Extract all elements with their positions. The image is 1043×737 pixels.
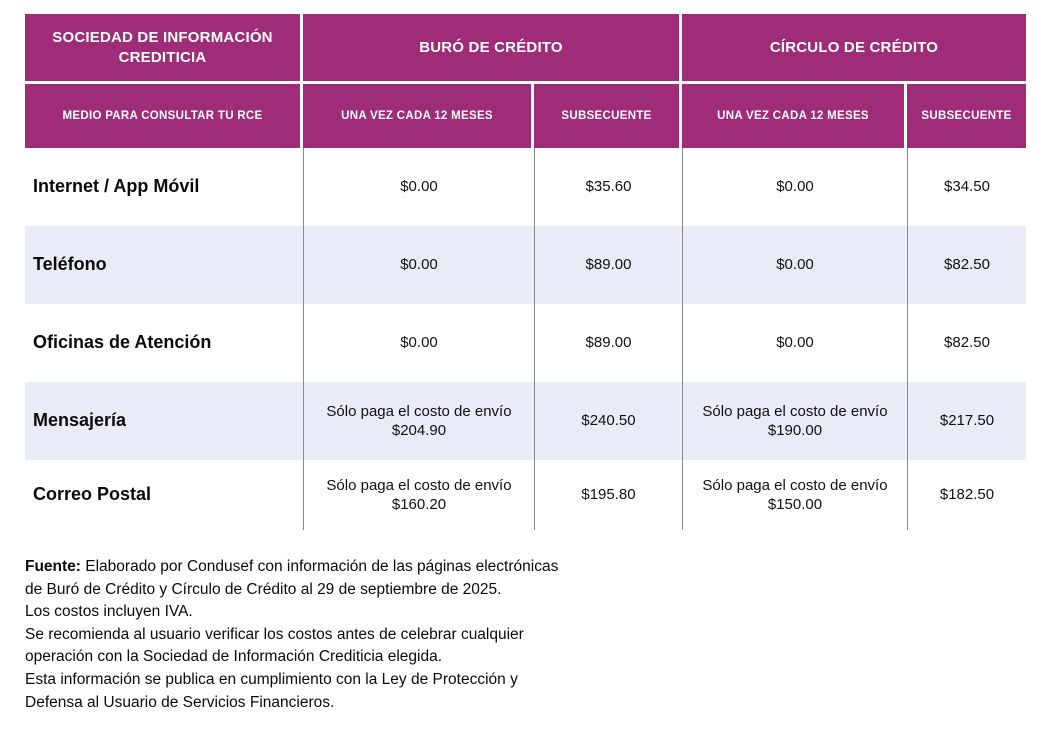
header-buro-de-credito: BURÓ DE CRÉDITO bbox=[303, 14, 679, 81]
buro-12-meses-value: Sólo paga el costo de envío $160.20 bbox=[303, 460, 534, 530]
source-note bbox=[25, 556, 785, 714]
buro-subsecuente-value: $89.00 bbox=[534, 304, 682, 382]
source-note-line: operación con la Sociedad de Información Crediticia elegida. bbox=[25, 648, 443, 666]
table-body bbox=[25, 148, 1026, 530]
row-label: Correo Postal bbox=[33, 484, 152, 505]
source-note-line: Se recomienda al usuario verificar los costos antes de celebrar cualquier bbox=[25, 625, 524, 643]
circulo-subsecuente-value: $217.50 bbox=[907, 382, 1026, 460]
buro-subsecuente-value: $89.00 bbox=[534, 226, 682, 304]
header-circulo-subsecuente: SUBSECUENTE bbox=[907, 84, 1026, 148]
header-medio-para-consultar: MEDIO PARA CONSULTAR TU RCE bbox=[25, 84, 300, 148]
table-row-mensajeria bbox=[25, 382, 1026, 460]
table-row-oficinas-de-atencion bbox=[25, 304, 1026, 382]
circulo-12-meses-value: Sólo paga el costo de envío $150.00 bbox=[682, 460, 907, 530]
fuente-label: Fuente: bbox=[25, 558, 81, 575]
fuente-text: Elaborado por Condusef con información de las páginas electrónicas bbox=[80, 558, 559, 575]
source-note-line: Defensa al Usuario de Servicios Financieros. bbox=[25, 693, 335, 711]
circulo-12-meses-value: Sólo paga el costo de envío $190.00 bbox=[682, 382, 907, 460]
source-note-line bbox=[25, 556, 785, 579]
header-circulo-de-credito: CÍRCULO DE CRÉDITO bbox=[682, 14, 1026, 81]
buro-subsecuente-value: $35.60 bbox=[534, 148, 682, 226]
table-row-correo-postal bbox=[25, 460, 1026, 530]
source-note-line: Los costos incluyen IVA. bbox=[25, 603, 193, 621]
header-buro-una-vez-12-meses: UNA VEZ CADA 12 MESES bbox=[303, 84, 531, 148]
circulo-subsecuente-value: $34.50 bbox=[907, 148, 1026, 226]
circulo-12-meses-value: $0.00 bbox=[682, 304, 907, 382]
circulo-12-meses-value: $0.00 bbox=[682, 226, 907, 304]
row-label: Oficinas de Atención bbox=[33, 332, 212, 353]
buro-subsecuente-value: $240.50 bbox=[534, 382, 682, 460]
header-circulo-una-vez-12-meses: UNA VEZ CADA 12 MESES bbox=[682, 84, 904, 148]
header-sociedad-informacion-crediticia: SOCIEDAD DE INFORMACIÓN CREDITICIA bbox=[25, 14, 300, 81]
circulo-subsecuente-value: $82.50 bbox=[907, 304, 1026, 382]
buro-12-meses-value: $0.00 bbox=[303, 304, 534, 382]
buro-12-meses-value: Sólo paga el costo de envío $204.90 bbox=[303, 382, 534, 460]
table-header bbox=[25, 14, 1026, 148]
costs-comparison-table bbox=[25, 14, 1026, 530]
row-label: Internet / App Móvil bbox=[33, 176, 200, 197]
header-buro-subsecuente: SUBSECUENTE bbox=[534, 84, 679, 148]
circulo-subsecuente-value: $82.50 bbox=[907, 226, 1026, 304]
source-note-line: de Buró de Crédito y Círculo de Crédito al 29 de septiembre de 2025. bbox=[25, 580, 502, 598]
buro-subsecuente-value: $195.80 bbox=[534, 460, 682, 530]
table-row-telefono bbox=[25, 226, 1026, 304]
table-row-internet-app-movil bbox=[25, 148, 1026, 226]
source-note-line: Esta información se publica en cumplimiento con la Ley de Protección y bbox=[25, 670, 518, 688]
buro-12-meses-value: $0.00 bbox=[303, 226, 534, 304]
row-label: Mensajería bbox=[33, 410, 127, 431]
circulo-12-meses-value: $0.00 bbox=[682, 148, 907, 226]
circulo-subsecuente-value: $182.50 bbox=[907, 460, 1026, 530]
row-label: Teléfono bbox=[33, 254, 107, 275]
buro-12-meses-value: $0.00 bbox=[303, 148, 534, 226]
